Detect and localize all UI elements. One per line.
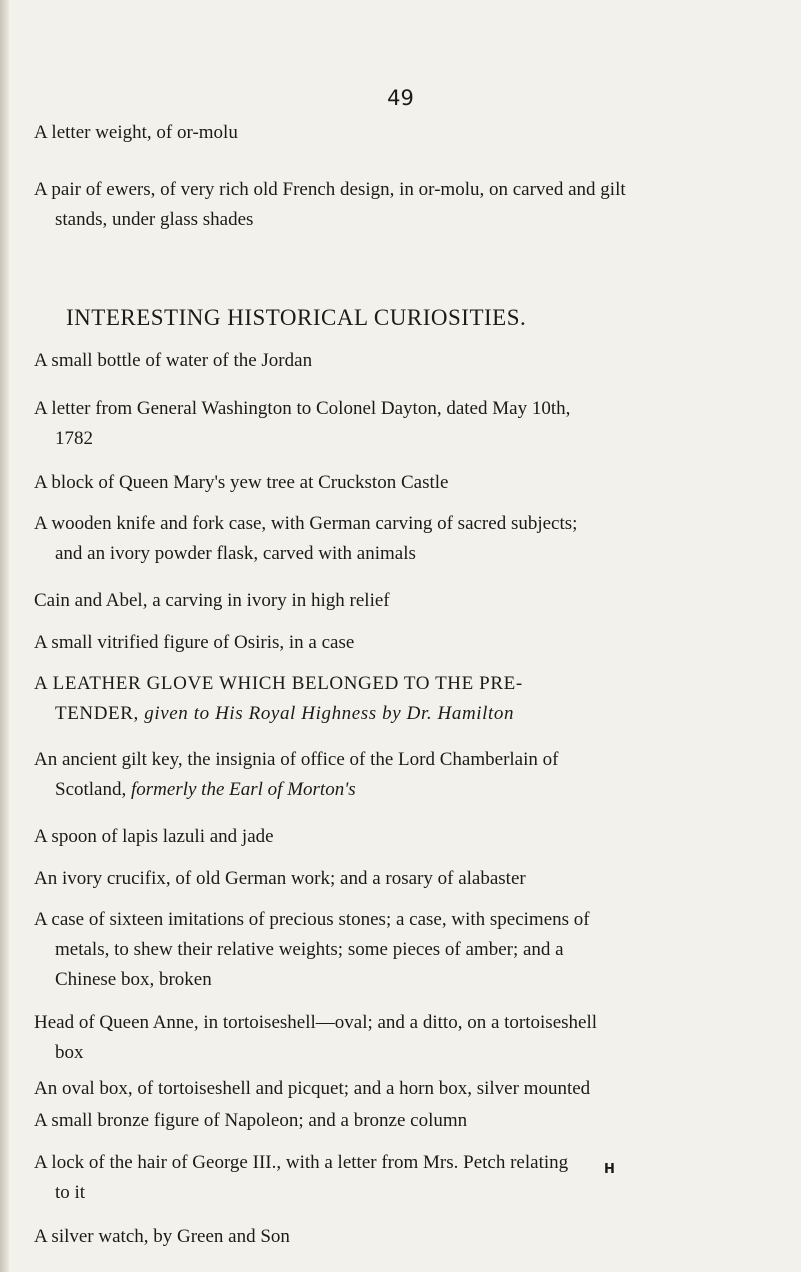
list-item [34,1106,762,1136]
list-item [34,118,762,148]
list-item [34,586,762,616]
entry-continuation: Chinese box, broken [55,969,212,990]
entry-continuation: and an ivory powder flask, carved with animals [55,543,416,564]
list-item [34,1148,762,1208]
entry-continuation-plain: Scotland, [55,779,127,800]
list-item [34,669,762,729]
signature-mark: H [604,1162,615,1177]
entry-continuation [34,699,762,729]
list-item [34,175,762,235]
entry-text: An oval box, of tortoiseshell and picquet; and a horn box, silver mounted [34,1078,591,1099]
list-item [34,394,762,454]
page-binding-edge [0,0,9,1272]
entry-text: A small bottle of water of the Jordan [34,350,313,371]
entry-text: A LEATHER GLOVE WHICH BELONGED TO THE PRE- [34,673,523,694]
entry-text: A silver watch, by Green and Son [34,1226,290,1247]
entry-text: An ancient gilt key, the insignia of office of the Lord Chamberlain of [34,749,559,770]
entry-continuation [34,775,762,805]
entry-text: A letter from General Washington to Colonel Dayton, dated May 10th, [34,398,571,419]
list-item [34,745,762,805]
list-item [34,1008,762,1068]
list-item [34,905,762,995]
list-item [34,468,762,498]
list-item [34,509,762,569]
entry-text: A pair of ewers, of very rich old French design, in or-molu, on carved and gilt [34,179,626,200]
entry-continuation-plain: TENDER, [55,703,139,724]
entry-text: A small bronze figure of Napoleon; and a bronze column [34,1110,468,1131]
list-item [34,864,762,894]
entry-text: A wooden knife and fork case, with German carving of sacred subjects; [34,513,578,534]
section-heading: INTERESTING HISTORICAL CURIOSITIES. [66,305,527,330]
entry-text: A block of Queen Mary's yew tree at Cruckston Castle [34,472,449,493]
entry-continuation: box [55,1042,84,1063]
entry-text: A lock of the hair of George III., with a letter from Mrs. Petch relating [34,1152,569,1173]
entry-text: A small vitrified figure of Osiris, in a case [34,632,355,653]
page-number: 49 [387,86,414,110]
entry-continuation-italic: given to His Royal Highness by Dr. Hamilton [138,703,515,724]
list-item [34,628,762,658]
list-item [34,1222,762,1252]
list-item [34,346,762,376]
entry-continuation-italic: formerly the Earl of Morton's [126,779,356,800]
list-item [34,1074,762,1104]
entry-continuation: metals, to shew their relative weights; some pieces of amber; and a [55,939,564,960]
entry-text: An ivory crucifix, of old German work; and a rosary of alabaster [34,868,526,889]
entry-continuation: to it [55,1182,86,1203]
entry-text: Head of Queen Anne, in tortoiseshell—oval; and a ditto, on a tortoiseshell [34,1012,598,1033]
entry-text: A letter weight, of or-molu [34,122,238,143]
entry-text: Cain and Abel, a carving in ivory in high relief [34,590,390,611]
entry-continuation: 1782 [55,428,93,449]
entry-continuation: stands, under glass shades [55,209,254,230]
list-item [34,822,762,852]
entry-text: A case of sixteen imitations of precious stones; a case, with specimens of [34,909,590,930]
entry-text: A spoon of lapis lazuli and jade [34,826,274,847]
